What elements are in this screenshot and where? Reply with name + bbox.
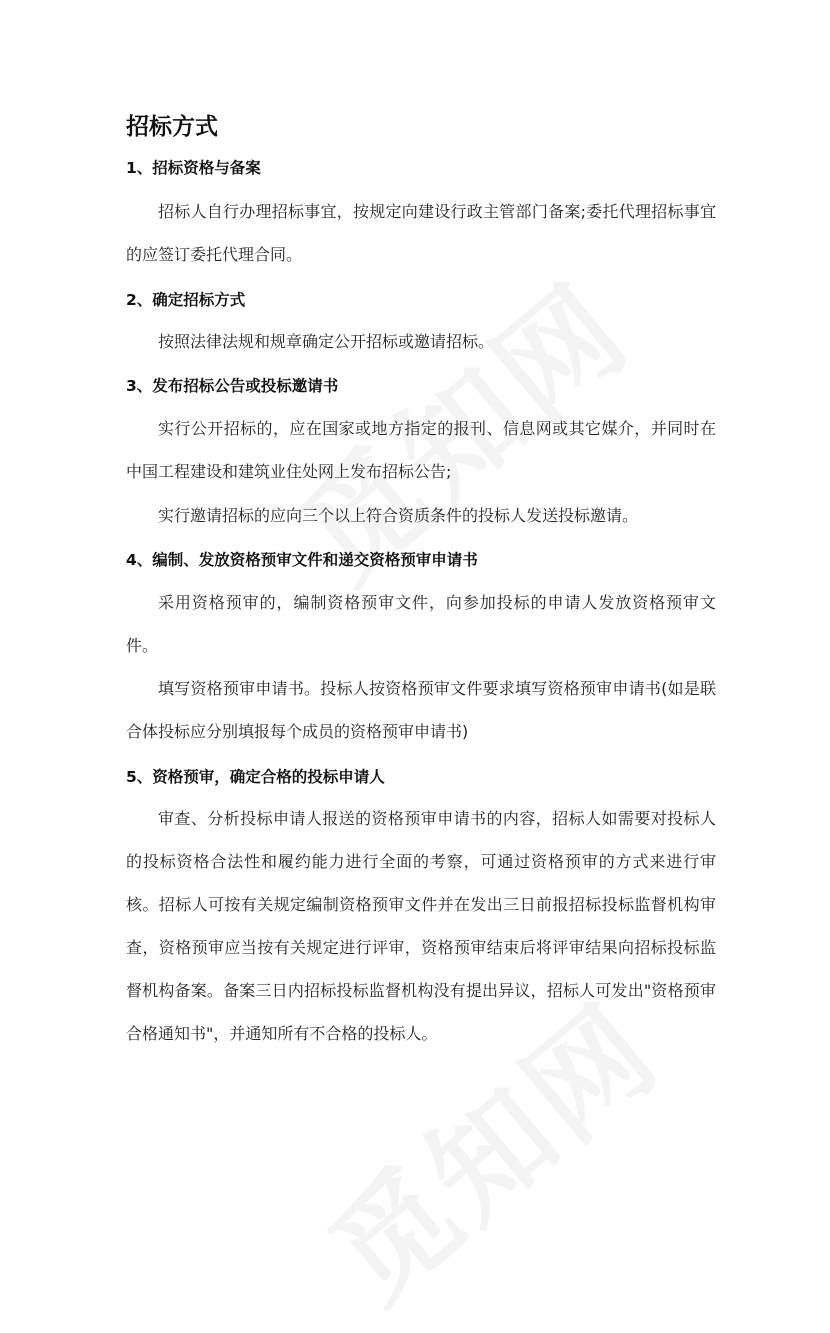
section-heading-4: 4、编制、发放资格预审文件和递交资格预审申请书 [126,551,478,569]
section-3-paragraph-2: 实行邀请招标的应向三个以上符合资质条件的投标人发送投标邀请。 [158,506,639,525]
section-1-paragraph-1: 招标人自行办理招标事宜，按规定向建设行政主管部门备案;委托代理招标事宜的应签订委托代理合同。 [126,202,716,264]
section-heading-3: 3、发布招标公告或投标邀请书 [126,377,339,395]
section-heading-1: 1、招标资格与备案 [126,159,261,177]
section-heading-2: 2、确定招标方式 [126,291,246,309]
section-heading-5: 5、资格预审，确定合格的投标申请人 [126,768,385,786]
section-3-paragraph-1: 实行公开招标的，应在国家或地方指定的报刊、信息网或其它媒介，并同时在中国工程建设和建筑业住处网上发布招标公告; [126,419,716,481]
section-4-paragraph-2: 填写资格预审申请书。投标人按资格预审文件要求填写资格预审申请书(如是联合体投标应分别填报每个成员的资格预审申请书) [126,679,716,741]
section-5-paragraph-1: 审查、分析投标申请人报送的资格预审申请书的内容，招标人如需要对投标人的投标资格合法性和履约能力进行全面的考察，可通过资格预审的方式来进行审核。招标人可按有关规定编制资格预审文件并在发出三日前报招标投标监督机构审查，资格预审应当按有关规定进行评审，资格预审结束后将评审结果向招标投标监督机构备案。备案三日内招标投标监督机构没有提出异议，招标人可发出"资格预审合格通知书"，并通知所有不合格的投标人。 [126,809,716,1043]
section-4-paragraph-1: 采用资格预审的，编制资格预审文件，向参加投标的申请人发放资格预审文件。 [126,593,716,655]
section-2-paragraph-1: 按照法律法规和规章确定公开招标或邀请招标。 [158,332,495,351]
document-title: 招标方式 [126,114,218,140]
